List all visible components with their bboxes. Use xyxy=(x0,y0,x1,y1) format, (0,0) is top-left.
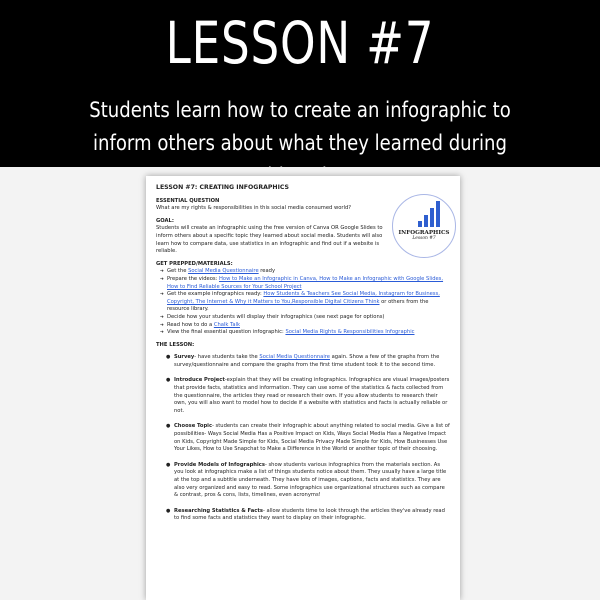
prep-item: ➔ Prepare the videos: How to Make an Infographic in Canva, How to Make an Infographic with Google Slides, How to Find Reliable Sources for Your School Project xyxy=(160,276,450,291)
prep-item: ➔ Decide how your students will display their infographics (see next page for options) xyxy=(160,314,450,322)
banner-subtitle: Students learn how to create an infographic to inform others about what they learned during xyxy=(89,98,511,155)
prep-item: ➔ View the final essential question infographic: Social Media Rights & Responsibilities Infographic xyxy=(160,329,450,337)
goal-text: Students will create an infographic using the free version of Canva OR Google Slides to inform others about a specific topic they learned about social media. Students will also learn how to compare data, use statistics in an infographic and find out if a website is reliable. xyxy=(156,225,383,255)
prep-list xyxy=(156,268,450,336)
lesson-step: ● Survey- have students take the Social Media Questionnaire again. Show a few of the graphs from the survey/questionnaire and compare the graphs from the first time student took it to the second time. xyxy=(166,354,450,369)
essential-question-text: What are my rights & responsibilities in this social media consumed world? xyxy=(156,205,352,212)
logo-title: INFOGRAPHICS xyxy=(398,230,450,236)
final-infographic-link[interactable]: Social Media Rights & Responsibilities Infographic xyxy=(285,329,415,336)
examples-link[interactable]: How Students & Teachers See Social Media, Instagram for Business, Copyright, The Internet & Why it Matters to You,Responsible Digital Citizens Think xyxy=(167,291,440,305)
lesson-banner xyxy=(0,0,600,167)
logo-subtitle: Lesson #7 xyxy=(412,236,436,241)
questionnaire-link[interactable]: Social Media Questionnaire xyxy=(259,354,330,361)
questionnaire-link[interactable]: Social Media Questionnaire xyxy=(188,268,259,275)
lesson-step: ● Researching Statistics & Facts- allow students time to look through the articles they've already read to find some facts and statistics they want to display on their infographic. xyxy=(166,508,450,523)
lesson-steps xyxy=(156,354,450,523)
banner-title: LESSON #7 xyxy=(165,9,435,77)
lesson-heading: THE LESSON: xyxy=(156,341,195,348)
chalk-talk-link[interactable]: Chalk Talk xyxy=(213,321,240,328)
goal-heading: GOAL: xyxy=(156,217,174,224)
prep-item: ➔ Read how to do a Chalk Talk xyxy=(160,322,450,330)
document-body xyxy=(156,184,450,531)
lesson-step: ● Introduce Project-explain that they will be creating infographics. Infographics are visual images/posters that provide facts, statistics and information. They can use some of the statistics & facts collected from the questionnaire, the articles they read or research their own. If you allow students to research their own, you will also want to model how to decide if a website with statistics and facts is actually reliable or not. xyxy=(166,377,450,415)
document-title: LESSON #7: CREATING INFOGRAPHICS xyxy=(156,184,290,191)
prep-heading: GET PREPPED/MATERIALS: xyxy=(156,260,233,267)
document-preview xyxy=(146,176,460,600)
prep-item: ➔ Get the example infographics ready: How Students & Teachers See Social Media, Instagram for Business, Copyright, The Internet & Why it Matters to You,Responsible Digital Citizens Think or others from the resource library. xyxy=(160,291,450,314)
essential-question-heading: ESSENTIAL QUESTION xyxy=(156,197,220,204)
lesson-step: ● Choose Topic- students can create their infographic about anything related to social media. Give a list of possibilities- Ways Social Media Has a Positive Impact on Kids, Ways Social Media Has a Negative Impact on Kids, Copyright Made Simple for Kids, Social Media Privacy Made Simple for Kids, How Businesses Use Your Likes, How to Use Snapchat to Make a Difference in the World or another topic of their choosing. xyxy=(166,423,450,453)
prep-item: ➔ Get the Social Media Questionnaire ready xyxy=(160,268,450,276)
videos-link[interactable]: How to Make an Infographic in Canva, How to Make an Infographic with Google Slides, How to Find Reliable Sources for Your School Project xyxy=(167,275,444,290)
lesson-step: ● Provide Models of Infographics- show students various infographics from the materials section. As you look at infographics make a list of things students notice about them. They usually have a large title at the top and a subtitle underneath. They have lots of images, captions, facts and statistics. They are also very organized and easy to read. Some infographics use organizational structures such as compare & contrast, pros & cons, lists, timelines, even acronyms! xyxy=(166,462,450,500)
